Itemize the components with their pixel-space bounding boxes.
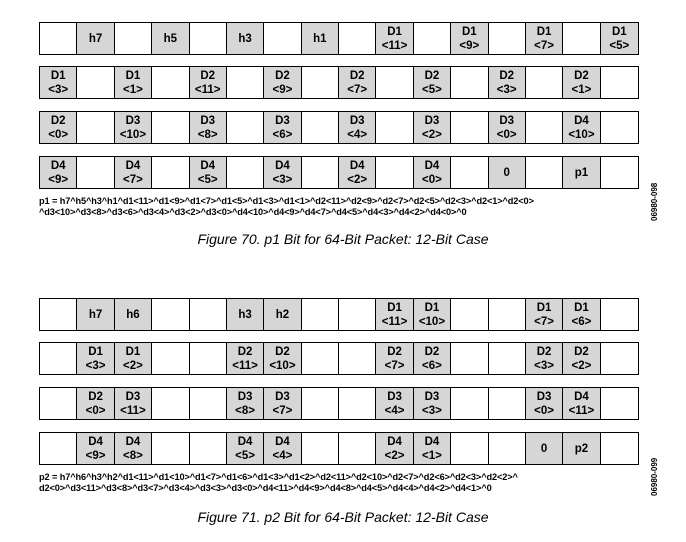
- bit-label: p1: [574, 166, 589, 179]
- bit-cell: [40, 299, 77, 330]
- bit-label: <6>: [571, 315, 592, 328]
- bit-cell-grey: [152, 23, 189, 54]
- bit-cell: [489, 388, 526, 419]
- bit-cell: [339, 23, 376, 54]
- bit-cell: [601, 112, 638, 143]
- bit-row-2: [39, 66, 639, 99]
- bit-label: D4: [125, 435, 141, 448]
- bit-cell-grey: [601, 23, 638, 54]
- bit-cell: [601, 343, 638, 374]
- bit-cell: [414, 23, 451, 54]
- bit-cell-grey: [190, 112, 227, 143]
- bit-cell: [77, 112, 114, 143]
- bit-cell: [489, 23, 526, 54]
- bit-cell-grey: [264, 67, 301, 98]
- bit-cell-grey: [563, 157, 600, 188]
- bit-cell: [302, 112, 339, 143]
- bit-cell-grey: [302, 23, 339, 54]
- bit-cell: [376, 157, 413, 188]
- bit-cell-grey: [264, 343, 301, 374]
- bit-cell: [227, 112, 264, 143]
- bit-cell: [227, 157, 264, 188]
- bit-cell: [601, 67, 638, 98]
- figure-70-code: 06980-098: [650, 182, 659, 221]
- bit-label: D1: [387, 25, 402, 38]
- bit-label: D3: [237, 390, 253, 403]
- p1-formula-line-2: ^d3<10>^d3<8>^d3<6>^d3<4>^d3<2>^d3<0>^d4<10>^d4<9>^d4<7>^d4<5>^d4<3>^d4<2>^d4<0>^0: [39, 207, 467, 217]
- bit-cell-grey: [414, 112, 451, 143]
- bit-cell-grey: [40, 67, 77, 98]
- bit-row-3: [39, 387, 639, 420]
- bit-label: D3: [499, 114, 515, 127]
- bit-cell-grey: [376, 343, 413, 374]
- bit-label: <0>: [422, 173, 442, 186]
- bit-cell: [77, 157, 114, 188]
- bit-cell-grey: [414, 157, 451, 188]
- bit-cell-grey: [339, 157, 376, 188]
- bit-label: D2: [499, 69, 515, 82]
- bit-label: <5>: [235, 449, 255, 462]
- bit-label: D2: [275, 345, 290, 358]
- figure-71-caption: Figure 71. p2 Bit for 64-Bit Packet: 12-Bit Case: [197, 509, 489, 525]
- bit-row-2: [39, 342, 639, 375]
- bit-label: <4>: [384, 404, 405, 417]
- bit-cell: [152, 67, 189, 98]
- bit-label: <11>: [232, 359, 258, 372]
- bit-label: D1: [611, 25, 627, 38]
- bit-cell: [190, 343, 227, 374]
- bit-cell-grey: [77, 23, 114, 54]
- bit-cell: [152, 343, 189, 374]
- bit-label: h2: [275, 308, 290, 321]
- bit-label: D2: [536, 345, 552, 358]
- bit-cell: [302, 299, 339, 330]
- bit-label: h1: [313, 32, 327, 45]
- figure-71-code: 06980-099: [650, 457, 659, 496]
- bit-label: <2>: [422, 128, 442, 141]
- bit-label: <1>: [571, 83, 592, 96]
- bit-cell-grey: [227, 388, 264, 419]
- bit-label: D1: [536, 301, 552, 314]
- bit-label: <7>: [123, 173, 143, 186]
- bit-label: <8>: [235, 404, 255, 417]
- bit-label: <9>: [48, 173, 69, 186]
- bit-cell: [376, 67, 413, 98]
- bit-label: <8>: [197, 128, 218, 141]
- bit-label: <5>: [609, 39, 630, 52]
- bit-cell: [40, 343, 77, 374]
- bit-label: <4>: [347, 128, 368, 141]
- bit-cell-grey: [339, 112, 376, 143]
- bit-cell: [115, 23, 152, 54]
- bit-label: <7>: [347, 83, 368, 96]
- bit-cell: [190, 388, 227, 419]
- bit-cell: [40, 23, 77, 54]
- bit-label: D2: [349, 69, 365, 82]
- bit-cell: [451, 67, 488, 98]
- bit-label: D3: [125, 114, 141, 127]
- bit-cell-grey: [77, 299, 114, 330]
- p2-formula-line-2: d2<0>^d3<11>^d3<8>^d3<7>^d3<4>^d3<3>^d3<0>^d4<11>^d4<9>^d4<8>^d4<5>^d4<4>^d4<2>^d4<1>^0: [39, 483, 492, 493]
- bit-cell-grey: [115, 157, 152, 188]
- bit-cell: [339, 299, 376, 330]
- bit-cell-grey: [489, 157, 526, 188]
- bit-label: h5: [163, 32, 178, 45]
- bit-label: <0>: [496, 128, 517, 141]
- bit-cell-grey: [227, 299, 264, 330]
- bit-cell: [302, 343, 339, 374]
- p1-formula-line-1: p1 = h7^h5^h3^h1^d1<11>^d1<9>^d1<7>^d1<5>^d1<3>^d1<1>^d2<11>^d2<9>^d2<7>^d2<5>^d2<3>^d2<1>^d2<0>: [39, 196, 534, 206]
- bit-label: <4>: [272, 449, 293, 462]
- bit-cell: [376, 112, 413, 143]
- bit-label: D4: [349, 159, 365, 172]
- bit-row-4: [39, 432, 639, 465]
- bit-label: 0: [503, 166, 510, 179]
- bit-cell: [152, 112, 189, 143]
- bit-cell-grey: [526, 433, 563, 464]
- bit-label: D4: [574, 390, 589, 403]
- bit-label: <11>: [381, 39, 408, 52]
- bit-cell: [601, 157, 638, 188]
- bit-cell: [152, 433, 189, 464]
- bit-cell-grey: [376, 433, 413, 464]
- bit-label: <6>: [422, 359, 442, 372]
- bit-label: <10>: [269, 359, 296, 372]
- bit-label: <3>: [422, 404, 442, 417]
- bit-cell: [451, 157, 488, 188]
- bit-cell: [190, 23, 227, 54]
- bit-cell: [302, 433, 339, 464]
- bit-label: D4: [424, 435, 440, 448]
- bit-label: D2: [200, 69, 216, 82]
- bit-label: <9>: [459, 39, 480, 52]
- bit-label: <11>: [120, 404, 146, 417]
- bit-cell-grey: [376, 23, 413, 54]
- bit-label: D1: [88, 345, 103, 358]
- bit-label: D1: [387, 301, 402, 314]
- bit-label: D2: [574, 69, 589, 82]
- bit-cell-grey: [526, 343, 563, 374]
- bit-label: D4: [88, 435, 103, 448]
- bit-label: D2: [50, 114, 66, 127]
- bit-cell-grey: [115, 433, 152, 464]
- bit-label: <3>: [496, 83, 517, 96]
- bit-label: <5>: [422, 83, 442, 96]
- bit-cell-grey: [115, 299, 152, 330]
- bit-label: D3: [424, 114, 440, 127]
- bit-cell-grey: [489, 67, 526, 98]
- bit-cell-grey: [227, 343, 264, 374]
- bit-label: D1: [536, 25, 552, 38]
- bit-cell: [601, 299, 638, 330]
- bit-cell: [152, 299, 189, 330]
- bit-label: D3: [536, 390, 552, 403]
- bit-cell: [526, 157, 563, 188]
- bit-label: <2>: [123, 359, 143, 372]
- bit-label: D3: [200, 114, 216, 127]
- bit-cell-grey: [77, 388, 114, 419]
- bit-label: <2>: [384, 449, 405, 462]
- bit-label: <0>: [48, 128, 69, 141]
- bit-label: 0: [540, 442, 548, 455]
- bit-label: h6: [126, 308, 140, 321]
- bit-cell: [451, 112, 488, 143]
- bit-label: <0>: [534, 404, 554, 417]
- figure-70-caption: Figure 70. p1 Bit for 64-Bit Packet: 12-Bit Case: [197, 231, 489, 247]
- bit-cell: [302, 67, 339, 98]
- bit-label: <3>: [48, 83, 69, 96]
- bit-cell-grey: [115, 112, 152, 143]
- bit-label: D4: [387, 435, 402, 448]
- bit-label: <11>: [381, 315, 408, 328]
- bit-label: <5>: [197, 173, 218, 186]
- bit-label: <11>: [194, 83, 221, 96]
- bit-cell-grey: [115, 388, 152, 419]
- bit-cell-grey: [264, 299, 301, 330]
- bit-cell-grey: [264, 433, 301, 464]
- bit-row-1: [39, 22, 639, 55]
- bit-label: <10>: [418, 315, 446, 328]
- bit-label: p2: [574, 442, 589, 455]
- bit-cell-grey: [376, 299, 413, 330]
- bit-cell-grey: [40, 157, 77, 188]
- bit-label: <3>: [534, 359, 554, 372]
- bit-label: D3: [387, 390, 402, 403]
- bit-cell-grey: [227, 23, 264, 54]
- bit-label: h3: [238, 32, 252, 45]
- bit-cell-grey: [115, 343, 152, 374]
- bit-cell-grey: [526, 23, 563, 54]
- bit-label: D4: [237, 435, 253, 448]
- bit-cell: [451, 299, 488, 330]
- bit-cell-grey: [77, 433, 114, 464]
- bit-row-3: [39, 111, 639, 144]
- bit-label: D2: [237, 345, 253, 358]
- bit-label: D1: [125, 345, 141, 358]
- bit-label: D1: [461, 25, 477, 38]
- bit-label: <9>: [85, 449, 106, 462]
- bit-label: h3: [238, 308, 252, 321]
- bit-label: D2: [424, 345, 440, 358]
- bit-cell-grey: [563, 388, 600, 419]
- bit-cell: [339, 343, 376, 374]
- bit-cell: [77, 67, 114, 98]
- bit-label: D4: [275, 159, 290, 172]
- bit-label: <6>: [272, 128, 293, 141]
- bit-label: D4: [275, 435, 290, 448]
- bit-cell: [489, 343, 526, 374]
- bit-cell: [152, 388, 189, 419]
- bit-label: <3>: [85, 359, 106, 372]
- bit-label: <7>: [534, 39, 554, 52]
- bit-cell: [601, 388, 638, 419]
- bit-label: D2: [424, 69, 440, 82]
- bit-label: <10>: [568, 128, 595, 141]
- bit-label: <0>: [85, 404, 106, 417]
- bit-label: D3: [275, 390, 290, 403]
- bit-cell-grey: [526, 388, 563, 419]
- bit-label: <3>: [272, 173, 293, 186]
- bit-label: <1>: [123, 83, 143, 96]
- bit-cell-grey: [563, 343, 600, 374]
- bit-label: D2: [574, 345, 589, 358]
- bit-row-1: [39, 298, 639, 331]
- bit-cell: [227, 67, 264, 98]
- bit-cell-grey: [414, 299, 451, 330]
- bit-cell-grey: [77, 343, 114, 374]
- bit-cell-grey: [264, 388, 301, 419]
- bit-cell-grey: [563, 433, 600, 464]
- bit-cell: [526, 67, 563, 98]
- bit-cell-grey: [190, 157, 227, 188]
- bit-label: D4: [125, 159, 141, 172]
- bit-label: <2>: [347, 173, 368, 186]
- bit-cell: [40, 433, 77, 464]
- bit-label: D4: [50, 159, 66, 172]
- bit-label: D4: [424, 159, 440, 172]
- bit-label: D2: [88, 390, 103, 403]
- bit-cell: [264, 23, 301, 54]
- bit-label: h7: [88, 32, 103, 45]
- bit-cell-grey: [40, 112, 77, 143]
- bit-label: D2: [275, 69, 290, 82]
- bit-cell-grey: [414, 433, 451, 464]
- bit-cell: [339, 388, 376, 419]
- bit-cell: [152, 157, 189, 188]
- bit-cell-grey: [563, 112, 600, 143]
- bit-label: D4: [574, 114, 589, 127]
- bit-cell-grey: [115, 67, 152, 98]
- bit-cell: [601, 433, 638, 464]
- bit-row-4: [39, 156, 639, 189]
- bit-cell-grey: [414, 388, 451, 419]
- bit-label: <2>: [571, 359, 592, 372]
- p2-formula-line-1: p2 = h7^h6^h3^h2^d1<11>^d1<10>^d1<7>^d1<6>^d1<3>^d1<2>^d2<11>^d2<10>^d2<7>^d2<6>^d2<3>^d2<2>^: [39, 472, 518, 482]
- bit-label: D3: [125, 390, 141, 403]
- bit-label: <7>: [534, 315, 554, 328]
- bit-label: D2: [387, 345, 402, 358]
- bit-cell-grey: [489, 112, 526, 143]
- bit-cell-grey: [339, 67, 376, 98]
- bit-label: D1: [574, 301, 589, 314]
- bit-label: <10>: [119, 128, 147, 141]
- bit-label: <7>: [272, 404, 293, 417]
- bit-cell-grey: [264, 112, 301, 143]
- bit-cell-grey: [264, 157, 301, 188]
- bit-label: D3: [424, 390, 440, 403]
- bit-cell: [339, 433, 376, 464]
- bit-label: h7: [88, 308, 103, 321]
- bit-cell-grey: [451, 23, 488, 54]
- bit-label: <9>: [272, 83, 293, 96]
- bit-cell: [190, 433, 227, 464]
- bit-label: D1: [424, 301, 440, 314]
- bit-cell: [526, 112, 563, 143]
- bit-label: D3: [275, 114, 290, 127]
- bit-cell: [40, 388, 77, 419]
- bit-label: <7>: [384, 359, 405, 372]
- bit-cell-grey: [414, 67, 451, 98]
- bit-cell: [489, 433, 526, 464]
- bit-cell-grey: [227, 433, 264, 464]
- bit-cell: [451, 388, 488, 419]
- bit-label: D3: [349, 114, 365, 127]
- bit-cell: [190, 299, 227, 330]
- bit-cell: [451, 343, 488, 374]
- bit-cell-grey: [563, 299, 600, 330]
- bit-label: D1: [50, 69, 66, 82]
- bit-label: <8>: [123, 449, 143, 462]
- bit-label: <1>: [422, 449, 442, 462]
- bit-cell-grey: [414, 343, 451, 374]
- bit-cell-grey: [376, 388, 413, 419]
- bit-cell-grey: [563, 67, 600, 98]
- bit-cell-grey: [526, 299, 563, 330]
- bit-cell: [489, 299, 526, 330]
- bit-cell: [563, 23, 600, 54]
- bit-cell: [302, 388, 339, 419]
- bit-label: D4: [200, 159, 216, 172]
- bit-cell: [302, 157, 339, 188]
- bit-label: D1: [125, 69, 141, 82]
- bit-cell: [451, 433, 488, 464]
- bit-cell-grey: [190, 67, 227, 98]
- bit-label: <11>: [568, 404, 595, 417]
